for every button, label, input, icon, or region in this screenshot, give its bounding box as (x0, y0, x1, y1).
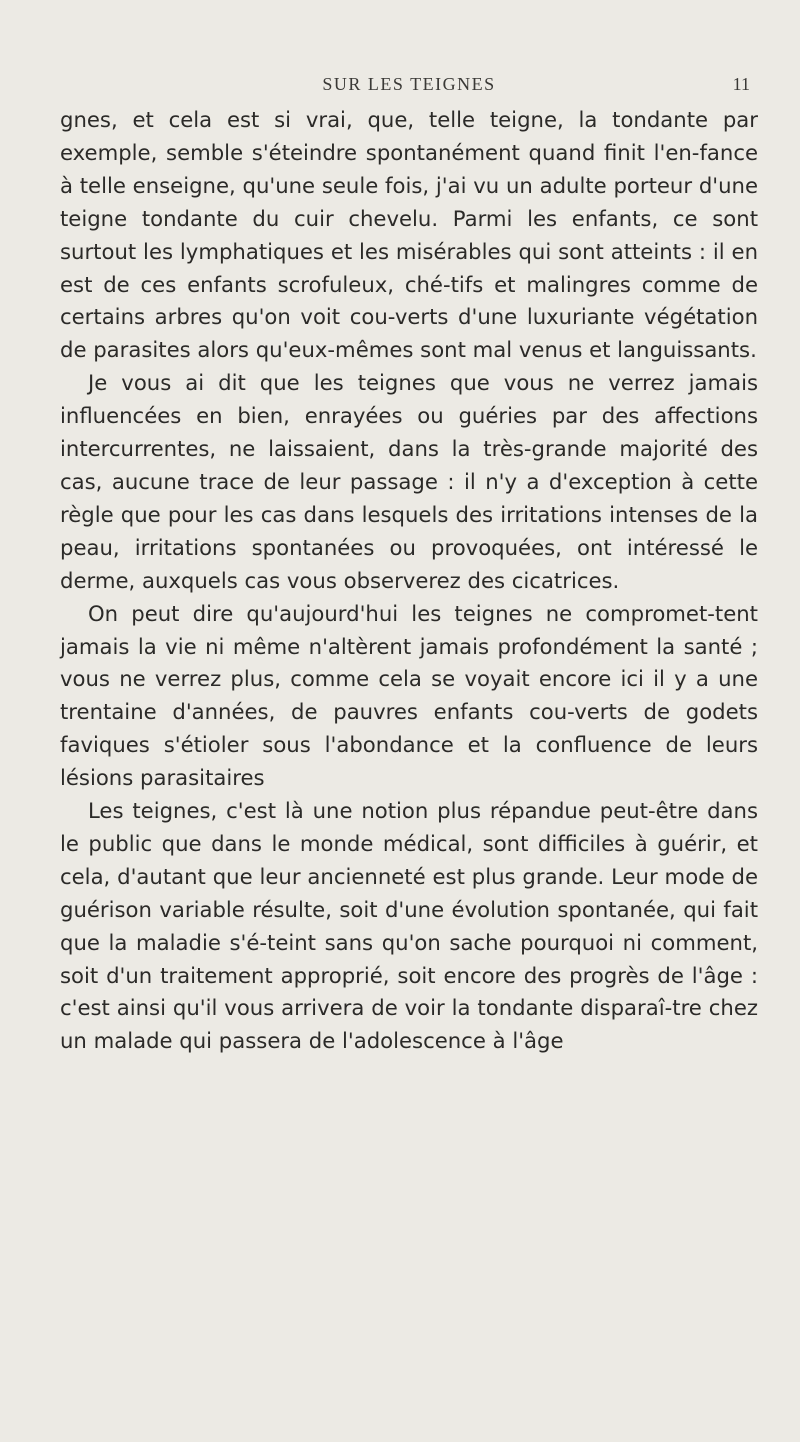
running-title: SUR LES TEIGNES (322, 74, 496, 94)
running-head (60, 74, 758, 98)
paragraph: Les teignes, c'est là une notion plus répandue peut-être dans le public que dans le monde médical, sont difficiles à guérir, et cela, d'autant que leur ancienneté est plus grande. Leur mode de guérison variable résulte, soit d'une évolution spontanée, qui fait que la maladie s'é-teint sans qu'on sache pourquoi ni comment, soit d'un traitement approprié, soit encore des progrès de l'âge : c'est ainsi qu'il vous arrivera de voir la tondante disparaî-tre chez un malade qui passera de l'adolescence à l'âge (60, 798, 758, 1054)
body-text (60, 104, 758, 1058)
paragraph: On peut dire qu'aujourd'hui les teignes ne compromet-tent jamais la vie ni même n'altèrent jamais profondément la santé ; vous ne verrez plus, comme cela se voyait encore ici il y a une trentaine d'années, de pauvres enfants cou-verts de godets faviques s'étioler sous l'abondance et la confluence de leurs lésions parasitaires (60, 600, 758, 791)
paragraph: Je vous ai dit que les teignes que vous ne verrez jamais influencées en bien, enrayées ou guéries par des affections intercurrentes, ne laissaient, dans la très-grande majorité des cas, aucune trace de leur passage : il n'y a d'exception à cette règle que pour les cas dans lesquels des irritations intenses de la peau, irritations spontanées ou provoquées, ont intéressé le derme, auxquels cas vous observerez des cicatrices. (60, 370, 758, 593)
page-number: 11 (732, 74, 750, 94)
paragraph-continuation: gnes, et cela est si vrai, que, telle teigne, la tondante par exemple, semble s'éteindre spontanément quand finit l'en-fance à telle enseigne, qu'une seule fois, j'ai vu un adulte porteur d'une teigne tondante du cuir chevelu. Parmi les enfants, ce sont surtout les lymphatiques et les misérables qui sont atteints : il en est de ces enfants scrofuleux, ché-tifs et malingres comme de certains arbres qu'on voit cou-verts d'une luxuriante végétation de parasites alors qu'eux-mêmes sont mal venus et languissants. (60, 107, 758, 363)
